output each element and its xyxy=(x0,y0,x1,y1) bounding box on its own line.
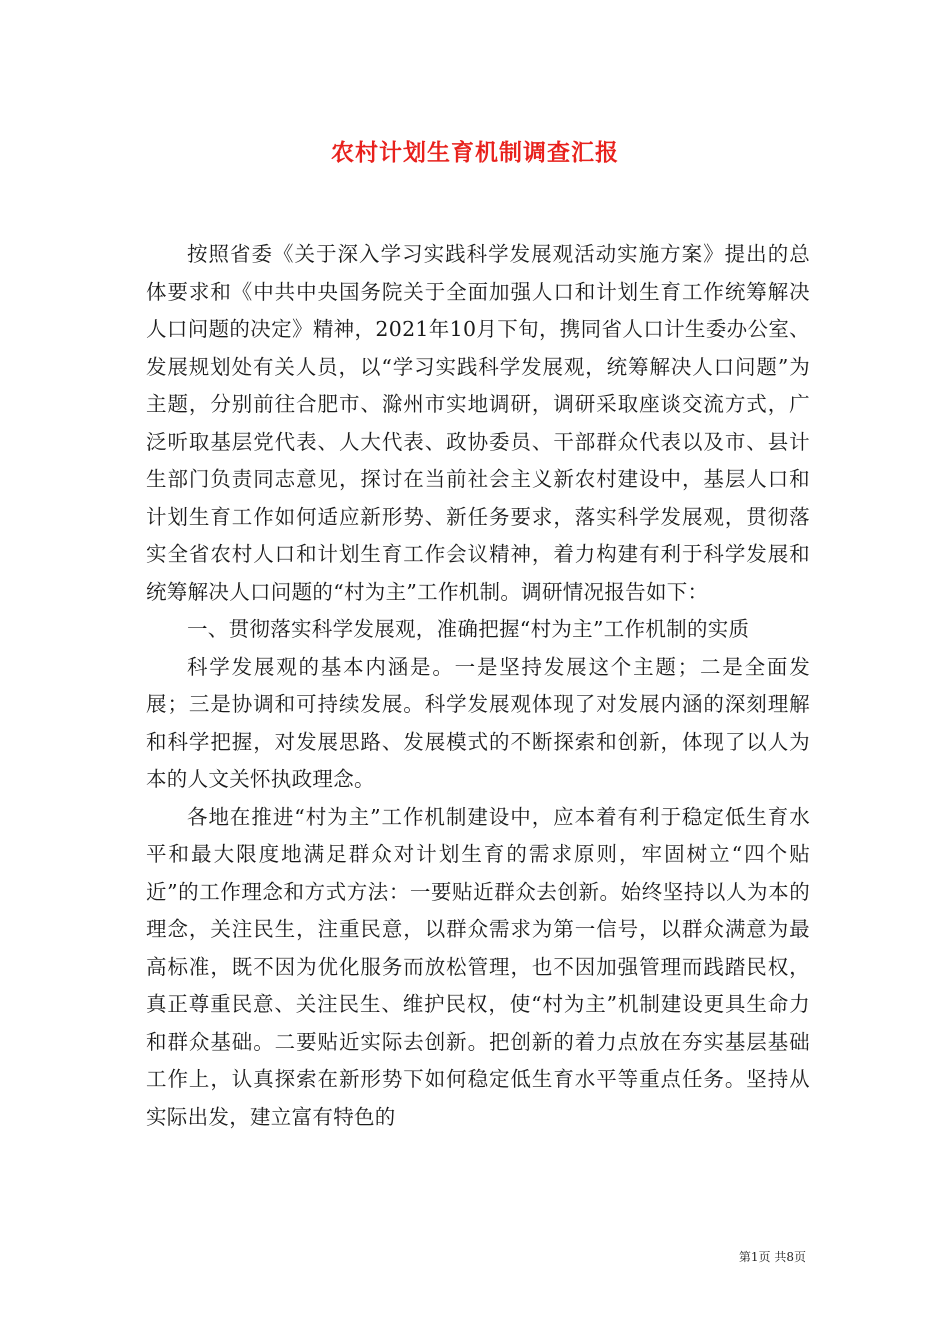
section-heading-1: 一、贯彻落实科学发展观，准确把握“村为主”工作机制的实质 xyxy=(187,617,750,641)
paragraph-four-closeness: 各地在推进“村为主”工作机制建设中，应本着有利于稳定低生育水平和最大限度地满足群众对计划生育的需求原则，牢固树立“四个贴近”的工作理念和方式方法：一要贴近群众去创新。始终坚持以人为本的理念，关注民生，注重民意，以群众需求为第一信号，以群众满意为最高标准，既不因为优化服务而放松管理，也不因加强管理而践踏民权，真正尊重民意、关注民生、维护民权，使“村为主”机制建设更具生命力和群众基础。二要贴近实际去创新。把创新的着力点放在夯实基层基础工作上，认真探索在新形势下如何稳定低生育水平等重点任务。坚持从实际出发，建立富有特色的 xyxy=(146,804,810,1129)
document-title: 农村计划生育机制调查汇报 xyxy=(331,139,619,166)
paragraph-scientific-development: 科学发展观的基本内涵是。一是坚持发展这个主题；二是全面发展；三是协调和可持续发展。科学发展观体现了对发展内涵的深刻理解和科学把握，对发展思路、发展模式的不断探索和创新，体现了以人为本的人文关怀执政理念。 xyxy=(146,654,810,791)
document-body xyxy=(146,236,810,1136)
paragraph-intro: 按照省委《关于深入学习实践科学发展观活动实施方案》提出的总体要求和《中共中央国务院关于全面加强人口和计划生育工作统筹解决人口问题的决定》精神，2021年10月下旬，携同省人口计生委办公室、发展规划处有关人员，以“学习实践科学发展观，统筹解决人口问题”为主题，分别前往合肥市、滁州市实地调研，调研采取座谈交流方式，广泛听取基层党代表、人大代表、政协委员、干部群众代表以及市、县计生部门负责同志意见，探讨在当前社会主义新农村建设中，基层人口和计划生育工作如何适应新形势、新任务要求，落实科学发展观，贯彻落实全省农村人口和计划生育工作会议精神，着力构建有利于科学发展和统筹解决人口问题的“村为主”工作机制。调研情况报告如下： xyxy=(146,242,810,604)
page-number: 第1页 共8页 xyxy=(738,1250,806,1264)
